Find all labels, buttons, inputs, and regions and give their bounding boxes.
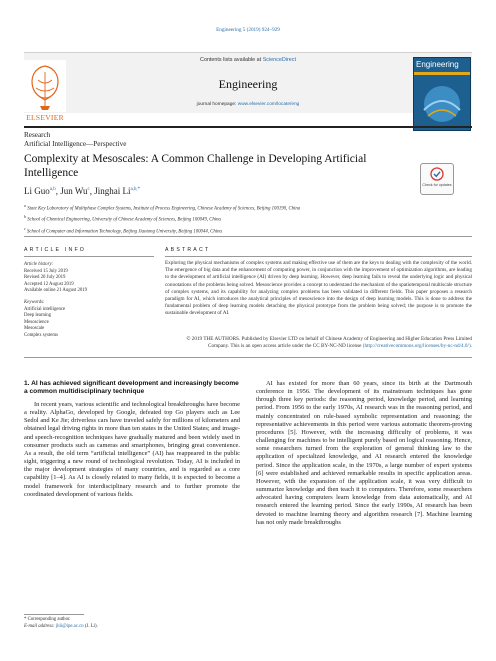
affiliation-text: School of Computer and Information Technology, Beijing Jiaotong University, Beijing 100044, China (26, 229, 222, 235)
article-info-block (24, 262, 154, 340)
header-rule (24, 126, 472, 128)
article-info-rule (24, 256, 154, 257)
affiliation-text: School of Chemical Engineering, University of Chinese Academy of Sciences, Beijing 100049, China (27, 217, 221, 223)
author-affil-mark[interactable]: a,b (49, 187, 56, 192)
cover-strip (414, 72, 470, 75)
keywords-label: Keywords: (24, 299, 45, 305)
keyword: Deep learning (24, 313, 52, 319)
journal-name: Engineering (218, 77, 278, 91)
affiliation (24, 213, 300, 224)
copyright-notice (165, 336, 472, 350)
author-affil-mark[interactable]: a,b,* (130, 187, 141, 192)
affiliation-divider (24, 236, 472, 237)
history-label: Article history: (24, 262, 54, 267)
footnote-rule (24, 614, 84, 615)
history-revised: Revised 20 July 2019 (24, 275, 66, 281)
affiliation-mark: c (24, 225, 26, 231)
keyword: Mesoscale (24, 326, 45, 332)
license-link[interactable]: (http://creativecommons.org/licenses/by-nc-nd/4.0/). (362, 343, 472, 350)
body-paragraph: AI has existed for more than 60 years, since its birth at the Dartmouth conference in 1956. The development of its mainstream techniques has gone through three key periods: the reasoning period, knowledge period, and learning period. From 1956 to the early 1970s, AI research was in the reasoning period, and mainly concentrated on rule-based symbolic representation and reasoning; the representative achievements in this period were various automatic theorem-proving procedures [5]. However, with the increasing difficulty of problems, it was challenging for machines to be intelligent purely based on logical reasoning. Hence, some researchers turned from the exploration of general thinking law to the application of specialized knowledge, and AI research entered the knowledge period. Since the application scale, in the 1970s, a large number of expert systems [6] were established and achieved remarkable results in specific application areas. However, with the expansion of the application scale, it was very difficult to summarize knowledge and then teach it to computers. Therefore, some researchers advocated having computers learn knowledge from data automatically, and AI research entered the learning period. Since the early 1990s, AI research has been devoted to machine learning theory and algorithm research [7]. Machine learning has not only made breakthroughs (256, 380, 472, 526)
journal-cover-thumbnail[interactable] (413, 57, 471, 131)
copyright-text: © 2019 THE AUTHORS. Published by Elsevier LTD on behalf of Chinese Academy of Engineering and Higher Education Press Limited Company. This is an open access article under the CC BY-NC-ND license (186, 336, 472, 350)
homepage-prefix: journal homepage: (196, 102, 237, 107)
body-column-right (256, 380, 472, 527)
keyword: Complex systems (24, 332, 58, 338)
abstract-rule (165, 256, 472, 257)
affiliation-text: State Key Laboratory of Multiphase Complex Systems, Institute of Process Engineering, Chinese Academy of Sciences, Beijing 100190, China (27, 206, 301, 212)
check-updates-icon (430, 167, 444, 181)
author-list: Li Guo$^{a,b}$, Jun Wu$^c$, Jinghai $Li^{a,b,*}$ (24, 186, 141, 196)
contents-line (24, 57, 472, 63)
affiliation-mark: b (24, 214, 26, 220)
affiliation (24, 202, 300, 213)
publisher-logo-text: ELSEVIER (26, 113, 64, 122)
section-subtype: Artificial Intelligence—Perspective (24, 140, 127, 148)
footnote-label: Corresponding author. (27, 617, 71, 622)
keyword: Mesoscience (24, 319, 49, 325)
elsevier-tree-logo (24, 60, 66, 112)
email-prefix: E-mail address: (24, 623, 55, 629)
history-accepted: Accepted 12 August 2019 (24, 281, 74, 287)
article-info-heading: ARTICLE INFO (24, 247, 87, 253)
journal-banner (24, 52, 472, 113)
abstract-heading: ABSTRACT (165, 247, 211, 253)
author-affil-mark[interactable]: c (87, 187, 90, 192)
journal-citation[interactable]: Engineering 5 (2019) 924–929 (216, 27, 280, 33)
author-email-link[interactable]: jhli@ipe.ac.cn (55, 623, 84, 629)
check-for-updates-badge[interactable] (420, 163, 454, 195)
contents-prefix: Contents lists available at (200, 57, 262, 63)
abstract-text: Exploring the physical mechanisms of complex systems and making effective use of them are the keys to dealing with the complexity of the world. The emergence of big data and the enhancement of computing power, in conjunction with the improvement of optimization algorithms, are leading to the development of artificial intelligence (AI) driven by deep learning. However, deep learning fails to reveal the underlying logic and physical connotations of the problems being solved. Mesoscience provides a concept to understand the mechanism of the spatiotemporal multiscale structure of complex systems, and its capability for analyzing complex problems has been validated in different fields. This paper proposes a research paradigm for AI, which introduces the analytical principles of mesoscience into the design of deep learning models. This is done to address the fundamental problem of deep learning models detaching the physical prototype from the problem being solved; the purpose is to promote the sustainable development of AI. (165, 260, 472, 317)
cover-art (418, 80, 466, 126)
author-name[interactable]: Li Guo (24, 186, 50, 196)
homepage-line (24, 102, 472, 107)
email-suffix: (J. Li). (84, 623, 98, 629)
affiliations (24, 202, 300, 236)
author-name[interactable]: Jinghai Li (94, 186, 131, 196)
footnote-mark: * (24, 617, 27, 622)
section-heading: 1. AI has achieved significant development and increasingly become a common multidisciplinary technique (24, 380, 239, 396)
history-online: Available online 21 August 2019 (24, 288, 88, 294)
sciencedirect-link[interactable]: ScienceDirect (262, 57, 296, 63)
article-title: Complexity at Mesoscales: A Common Challenge in Developing Artificial Intelligence (24, 153, 367, 179)
history-received: Received 15 July 2019 (24, 268, 68, 274)
homepage-link[interactable]: www.elsevier.com/locate/eng (237, 102, 300, 107)
affiliation-mark: a (24, 203, 26, 208)
corresponding-author-footnote (24, 617, 98, 630)
check-updates-text: Check for updates (422, 183, 452, 187)
article-section-label (24, 131, 126, 149)
body-paragraph: In recent years, various scientific and technological breakthroughs have become a reality. AlphaGo, developed by Google, defeated top Go players such as Lee Sedol and Ke Jie; driverless cars have traveled safely for millions of kilometers and obtained legal driving rights in more than ten states in the United States; and image- and speech-recognition techniques have gradually matured and been widely used in consumer products such as cameras and smartphones, bringing great convenience. As a result, the old term “artificial intelligence” (AI) has reappeared in the public sight, triggering a new round of technological revolution. Today, AI is included in the major development strategies of many countries, and is regarded as a core capability [1–4]. As AI is closely related to many fields, it is expected to become a model framework for interdisciplinary research and to further promote the coordinated development of various fields. (24, 401, 240, 498)
abstract-bottom-rule (24, 357, 472, 358)
affiliation (24, 225, 300, 236)
cover-title: Engineering (416, 60, 459, 69)
section-type: Research (24, 131, 51, 139)
body-column-left (24, 401, 240, 499)
author-name[interactable]: Jun Wu (60, 186, 88, 196)
keyword: Artificial intelligence (24, 306, 66, 312)
